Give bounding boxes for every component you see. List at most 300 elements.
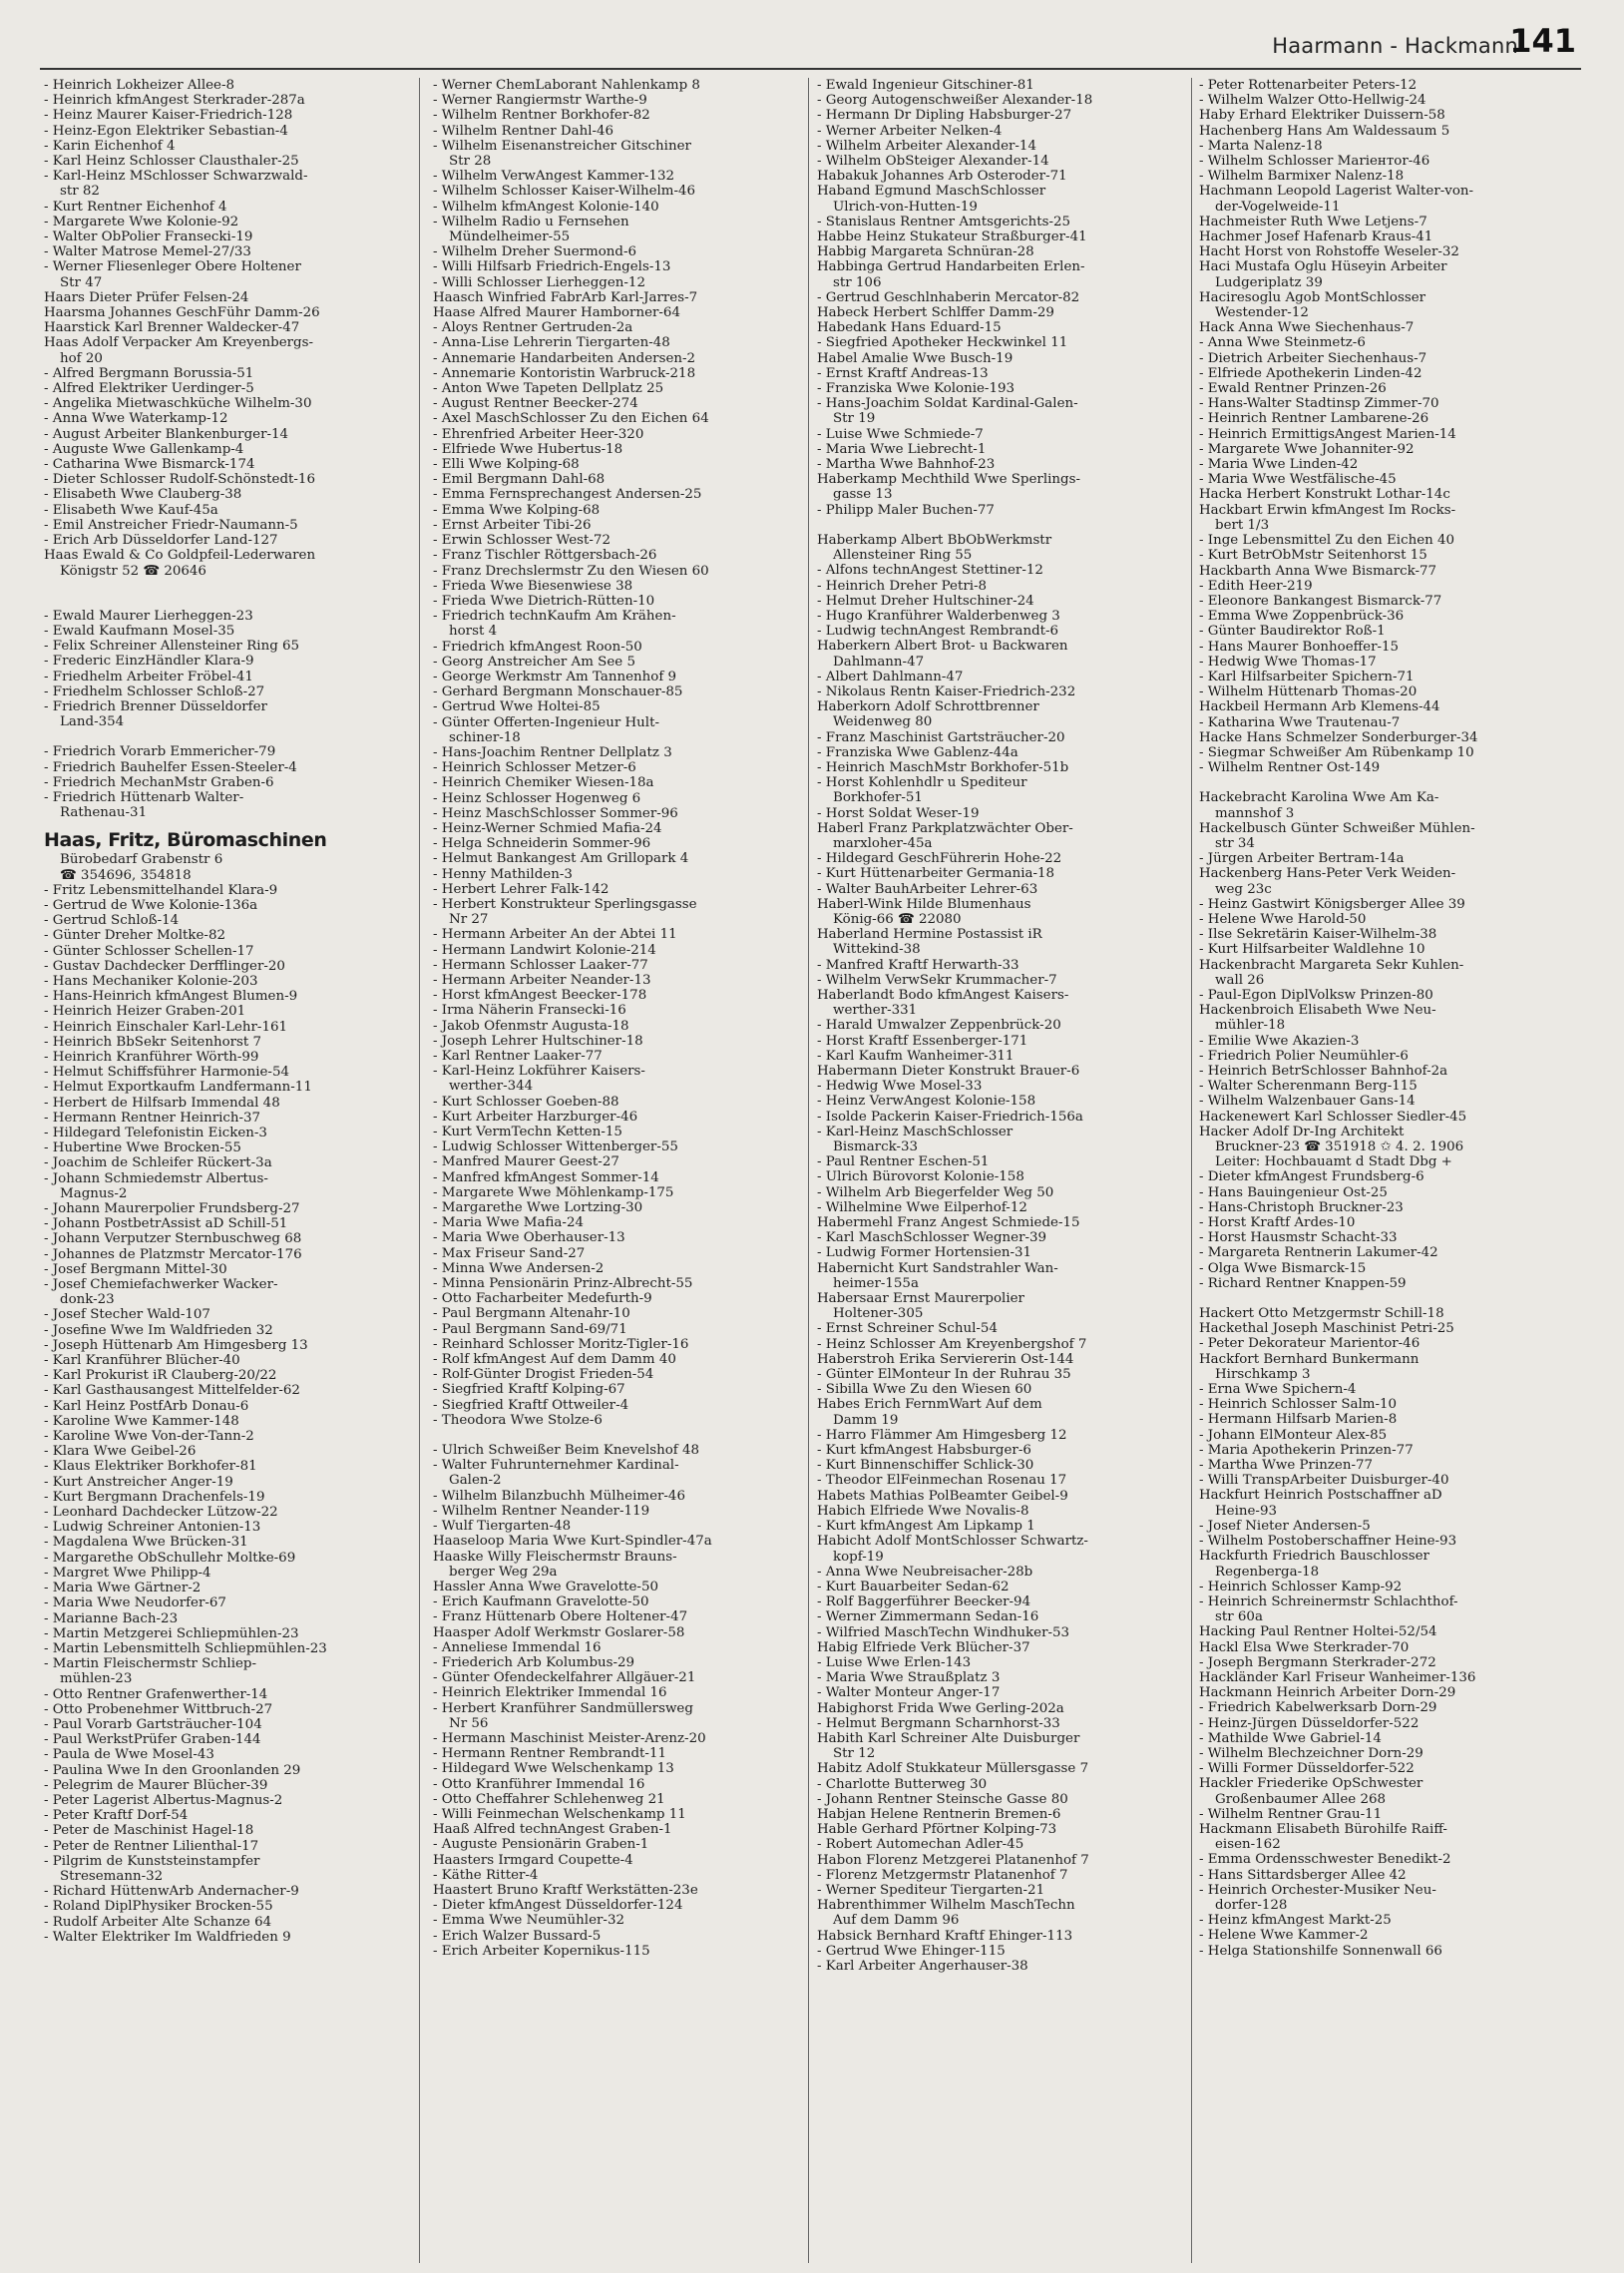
directory-entry: mühler-18 <box>1215 1018 1286 1034</box>
directory-entry: Habedank Hans Eduard-15 <box>817 320 1002 336</box>
directory-entry: - Hans-Heinrich kfmAngest Blumen-9 <box>44 989 298 1005</box>
directory-entry: - Hedwig Wwe Thomas-17 <box>1199 654 1377 670</box>
directory-entry: - Kurt Arbeiter Harzburger-46 <box>433 1109 638 1125</box>
directory-entry: - Willi TranspArbeiter Duisburger-40 <box>1199 1473 1449 1489</box>
directory-entry: - Hermann Landwirt Kolonie-214 <box>433 942 656 958</box>
directory-entry: - Inge Lebensmittel Zu den Eichen 40 <box>1199 533 1455 549</box>
directory-entry: Haberlandt Bodo kfmAngest Kaisers- <box>817 987 1069 1003</box>
directory-entry: - Hedwig Wwe Mosel-33 <box>817 1079 983 1095</box>
directory-entry: - Rolf kfmAngest Auf dem Damm 40 <box>433 1352 676 1368</box>
directory-entry: - Johann Schmiedemstr Albertus- <box>44 1170 268 1186</box>
directory-entry: - Katharina Wwe Trautenau-7 <box>1199 714 1401 730</box>
directory-entry: - Joachim de Schleifer Rückert-3a <box>44 1155 272 1171</box>
directory-entry: - Maria Wwe Westfälische-45 <box>1199 472 1397 488</box>
directory-entry: Königstr 52 ☎ 20646 <box>60 563 206 579</box>
directory-entry: - Paul-Egon DiplVolksw Prinzen-80 <box>1199 987 1433 1003</box>
directory-entry: - Wilhelm Rentner Neander-119 <box>433 1503 650 1519</box>
directory-entry: - Dieter kfmAngest Frundsberg-6 <box>1199 1169 1424 1185</box>
directory-entry: - Peter Dekorateur Marientor-46 <box>1199 1336 1421 1352</box>
directory-entry: - Wilhelm Schlosser Mariентor-46 <box>1199 154 1430 170</box>
directory-entry: - Friedrich Hüttenarb Walter- <box>44 789 244 805</box>
directory-entry: - Hubertine Wwe Brocken-55 <box>44 1140 241 1156</box>
directory-entry: - Theodora Wwe Stolze-6 <box>433 1412 603 1428</box>
directory-entry: - Heinz Schlosser Hogenweg 6 <box>433 790 641 806</box>
directory-entry: - Annemarie Kontoristin Warbruck-218 <box>433 365 696 381</box>
directory-entry: - Margret Wwe Philipp-4 <box>44 1565 211 1581</box>
directory-entry: König-66 ☎ 22080 <box>833 911 962 927</box>
directory-entry: - Walter Elektriker Im Waldfrieden 9 <box>44 1929 291 1945</box>
directory-entry: - Paul Bergmann Altenahr-10 <box>433 1306 630 1322</box>
directory-entry: - Karl Arbeiter Angerhauser-38 <box>817 1958 1028 1974</box>
directory-entry: - Wilfried MaschTechn Windhuker-53 <box>817 1624 1070 1640</box>
directory-entry: Hacht Horst von Rohstoffe Weseler-32 <box>1199 244 1459 260</box>
directory-entry: - Heinrich kfmAngest Sterkrader-287a <box>44 93 305 109</box>
directory-entry: - Auguste Pensionärin Graben-1 <box>433 1837 649 1853</box>
directory-entry: - Paul WerkstPrüfer Graben-144 <box>44 1732 261 1748</box>
directory-entry: Habakuk Johannes Arb Osteroder-71 <box>817 169 1067 185</box>
directory-entry: - Wilhelm Bilanzbuchh Mülheimer-46 <box>433 1488 685 1504</box>
directory-entry: Nr 27 <box>449 912 489 928</box>
directory-entry: - Walter Scherenmann Berg-115 <box>1199 1079 1418 1095</box>
directory-entry: Großenbaumer Allee 268 <box>1215 1791 1387 1807</box>
directory-entry: - Walter BauhArbeiter Lehrer-63 <box>817 881 1038 897</box>
entry-spacer <box>1199 1291 1554 1306</box>
directory-entry: Habets Mathias PolBeamter Geibel-9 <box>817 1488 1068 1504</box>
directory-entry: - Friedrich technKaufm Am Krähen- <box>433 609 676 625</box>
directory-entry: str 82 <box>60 184 100 200</box>
directory-entry: Hackmann Heinrich Arbeiter Dorn-29 <box>1199 1685 1456 1701</box>
directory-entry: - Siegfried Kraftf Kolping-67 <box>433 1382 625 1398</box>
directory-entry: - Franz Drechslermstr Zu den Wiesen 60 <box>433 563 709 579</box>
directory-entry: - Martha Wwe Prinzen-77 <box>1199 1458 1374 1474</box>
directory-entry: Haaske Willy Fleischermstr Brauns- <box>433 1549 677 1565</box>
directory-entry: - Hermann Arbeiter An der Abtei 11 <box>433 927 677 943</box>
directory-entry: - Minna Wwe Andersen-2 <box>433 1260 605 1276</box>
directory-entry: - Karl MaschSchlosser Wegner-39 <box>817 1230 1047 1246</box>
directory-entry: - Paul Bergmann Sand-69/71 <box>433 1321 627 1337</box>
directory-entry: - Helene Wwe Kammer-2 <box>1199 1928 1369 1944</box>
directory-entry: - Edith Heer-219 <box>1199 578 1313 594</box>
directory-entry: - Johann Maurerpolier Frundsberg-27 <box>44 1201 300 1217</box>
directory-entry: Mündelheimer-55 <box>449 229 571 245</box>
directory-entry: - Ludwig Schreiner Antonien-13 <box>44 1520 261 1536</box>
directory-entry: - Ewald Rentner Prinzen-26 <box>1199 381 1387 397</box>
directory-entry: - Siegfried Apotheker Heckwinkel 11 <box>817 335 1068 351</box>
directory-entry: - Gertrud de Wwe Kolonie-136a <box>44 897 258 913</box>
directory-entry: - Friedhelm Arbeiter Fröbel-41 <box>44 669 253 684</box>
directory-entry: gasse 13 <box>833 487 893 503</box>
directory-entry: - Manfred Kraftf Herwarth-33 <box>817 957 1019 973</box>
directory-entry: - Siegmar Schweißer Am Rübenkamp 10 <box>1199 744 1474 760</box>
directory-entry: ☎ 354696, 354818 <box>60 867 192 883</box>
directory-entry: - Gertrud Geschlnhaberin Mercator-82 <box>817 289 1080 305</box>
directory-entry: - Annemarie Handarbeiten Andersen-2 <box>433 350 696 366</box>
directory-entry: mannshof 3 <box>1215 805 1295 821</box>
entry-spacer <box>1199 775 1554 790</box>
directory-entry: - Emma Fernsprechangest Andersen-25 <box>433 487 702 503</box>
directory-entry: - Hans-Joachim Rentner Dellplatz 3 <box>433 744 672 760</box>
directory-entry: Str 47 <box>60 274 103 290</box>
directory-entry: - Anneliese Immendal 16 <box>433 1639 602 1655</box>
directory-entry: - Margarete Wwe Johanniter-92 <box>1199 441 1415 457</box>
entry-spacer <box>44 729 399 744</box>
directory-entry: - Franz Maschinist Gartsträucher-20 <box>817 729 1065 745</box>
directory-entry: Rathenau-31 <box>60 805 148 821</box>
directory-entry: - Kurt Binnenschiffer Schlick-30 <box>817 1458 1034 1474</box>
directory-entry: - Ludwig Former Hortensien-31 <box>817 1245 1032 1261</box>
directory-entry: Hackländer Karl Friseur Wanheimer-136 <box>1199 1669 1476 1685</box>
directory-entry: Hacke Hans Schmelzer Sonderburger-34 <box>1199 729 1478 745</box>
directory-entry: - Heinrich Schlosser Salm-10 <box>1199 1397 1398 1413</box>
directory-entry: - Karl-Heinz MaschSchlosser <box>817 1124 1014 1139</box>
directory-entry: - Heinrich BetrSchlosser Bahnhof-2a <box>1199 1064 1448 1079</box>
directory-entry: Str 19 <box>833 411 876 427</box>
directory-entry: - Anna Wwe Waterkamp-12 <box>44 411 228 427</box>
directory-entry: Hable Gerhard Pförtner Kolping-73 <box>817 1822 1057 1838</box>
directory-entry: - Emil Anstreicher Friedr-Naumann-5 <box>44 517 298 533</box>
directory-entry: Holtener-305 <box>833 1306 924 1322</box>
directory-entry: Hackethal Joseph Maschinist Petri-25 <box>1199 1321 1454 1337</box>
directory-entry: - Heinrich Einschaler Karl-Lehr-161 <box>44 1019 287 1035</box>
directory-entry: Str 12 <box>833 1746 876 1762</box>
directory-entry: - Erich Arb Düsseldorfer Land-127 <box>44 533 278 549</box>
directory-entry: kopf-19 <box>833 1549 884 1565</box>
directory-entry: - Peter Lagerist Albertus-Magnus-2 <box>44 1792 283 1808</box>
directory-entry: Haasper Adolf Werkmstr Goslarer-58 <box>433 1624 685 1640</box>
directory-entry: - Wilhelm Arb Biegerfelder Weg 50 <box>817 1184 1054 1200</box>
header-rule <box>40 68 1581 70</box>
directory-entry: - Ludwig technAngest Rembrandt-6 <box>817 624 1059 640</box>
directory-entry: werther-344 <box>449 1079 534 1095</box>
directory-entry: - Emma Wwe Neumühler-32 <box>433 1913 624 1929</box>
directory-entry: Hacker Adolf Dr-Ing Architekt <box>1199 1124 1405 1139</box>
directory-entry: - Ernst Arbeiter Tibi-26 <box>433 517 592 533</box>
directory-entry: werther-331 <box>833 1003 918 1019</box>
directory-entry: Hackenewert Karl Schlosser Siedler-45 <box>1199 1109 1467 1125</box>
directory-entry: Haberland Hermine Postassist iR <box>817 927 1042 943</box>
directory-entry: - Werner Zimmermann Sedan-16 <box>817 1609 1039 1625</box>
directory-entry: - Josef Stecher Wald-107 <box>44 1307 210 1323</box>
directory-entry: - Theodor ElFeinmechan Rosenau 17 <box>817 1473 1067 1489</box>
directory-entry: Habrenthimmer Wilhelm MaschTechn <box>817 1898 1075 1914</box>
directory-entry: - Wilhelm Eisenanstreicher Gitschiner <box>433 138 691 154</box>
directory-entry: Haberkamp Albert BbObWerkmstr <box>817 532 1052 548</box>
directory-entry: - Charlotte Butterweg 30 <box>817 1776 988 1792</box>
directory-entry: - Karoline Wwe Von-der-Tann-2 <box>44 1429 254 1445</box>
directory-entry: - Frieda Wwe Biesenwiese 38 <box>433 578 633 594</box>
directory-entry: Ulrich-von-Hutten-19 <box>833 199 978 215</box>
directory-entry: berger Weg 29a <box>449 1564 558 1580</box>
directory-entry: - Hildegard Telefonistin Eicken-3 <box>44 1126 267 1140</box>
directory-entry: - Wilhelm Arbeiter Alexander-14 <box>817 138 1036 154</box>
directory-entry: - Ewald Ingenieur Gitschiner-81 <box>817 78 1034 93</box>
directory-entry: str 34 <box>1215 835 1255 851</box>
directory-entry: Heine-93 <box>1215 1503 1277 1519</box>
directory-entry: Haaseloop Maria Wwe Kurt-Spindler-47a <box>433 1534 712 1550</box>
directory-entry: - Kurt Hüttenarbeiter Germania-18 <box>817 866 1055 882</box>
directory-entry: - Frederic EinzHändler Klara-9 <box>44 654 254 670</box>
directory-columns <box>44 78 1580 2263</box>
directory-entry: - Johann PostbetrAssist aD Schill-51 <box>44 1216 288 1232</box>
directory-entry: - Walter Monteur Anger-17 <box>817 1685 1001 1701</box>
directory-entry: - Wilhelm Rentner Dahl-46 <box>433 123 614 139</box>
directory-entry: Habitz Adolf Stukkateur Müllersgasse 7 <box>817 1761 1089 1777</box>
directory-entry: - Hildegard Wwe Welschenkamp 13 <box>433 1761 674 1777</box>
directory-entry: - Günter ElMonteur In der Ruhrau 35 <box>817 1367 1071 1383</box>
directory-entry: - Emma Ordensschwester Benedikt-2 <box>1199 1852 1451 1868</box>
directory-entry: - Wilhelm Blechzeichner Dorn-29 <box>1199 1745 1423 1761</box>
directory-entry: - Elfriede Wwe Hubertus-18 <box>433 441 623 457</box>
directory-entry: - Heinrich Rentner Lambarene-26 <box>1199 411 1429 427</box>
directory-entry: Haasch Winfried FabrArb Karl-Jarres-7 <box>433 289 698 305</box>
directory-entry: - Margareta Rentnerin Lakumer-42 <box>1199 1245 1438 1261</box>
directory-entry: Dahlmann-47 <box>833 654 925 670</box>
directory-entry: - Josefine Wwe Im Waldfrieden 32 <box>44 1322 273 1338</box>
directory-entry: Hackmann Elisabeth Bürohilfe Raiff- <box>1199 1821 1447 1837</box>
directory-entry: Habbig Margareta Schnüran-28 <box>817 244 1034 260</box>
directory-entry: - Willi Feinmechan Welschenkamp 11 <box>433 1806 686 1822</box>
directory-entry: - Josef Bergmann Mittel-30 <box>44 1261 227 1277</box>
directory-entry: Haase Alfred Maurer Hamborner-64 <box>433 305 680 321</box>
directory-entry: - Hans Bauingenieur Ost-25 <box>1199 1184 1388 1200</box>
directory-entry: - Ewald Maurer Lierheggen-23 <box>44 608 253 624</box>
directory-entry: Habicht Adolf MontSchlosser Schwartz- <box>817 1534 1088 1550</box>
directory-entry: - Hermann Arbeiter Neander-13 <box>433 972 651 988</box>
directory-entry: - Anton Wwe Tapeten Dellplatz 25 <box>433 381 664 397</box>
directory-entry: - Werner ChemLaborant Nahlenkamp 8 <box>433 78 700 93</box>
directory-entry: - Hermann Rentner Rembrandt-11 <box>433 1746 666 1762</box>
directory-entry: Hackelbusch Günter Schweißer Mühlen- <box>1199 820 1475 836</box>
directory-entry: - Hans-Walter Stadtinsp Zimmer-70 <box>1199 396 1439 412</box>
directory-entry: - Franziska Wwe Gablenz-44a <box>817 744 1018 760</box>
directory-entry: - Günter Baudirektor Roß-1 <box>1199 624 1386 640</box>
directory-entry: Str 28 <box>449 154 492 170</box>
directory-entry: - Manfred kfmAngest Sommer-14 <box>433 1169 659 1185</box>
directory-entry: Haby Erhard Elektriker Duissern-58 <box>1199 108 1445 124</box>
directory-entry: Hackert Otto Metzgermstr Schill-18 <box>1199 1306 1444 1322</box>
directory-entry: - Hermann Maschinist Meister-Arenz-20 <box>433 1730 706 1746</box>
directory-entry: - Kurt Rentner Eichenhof 4 <box>44 199 227 215</box>
directory-entry: str 60a <box>1215 1609 1263 1625</box>
directory-entry: - Margarete Wwe Möhlenkamp-175 <box>433 1184 674 1200</box>
directory-entry: - Heinrich Schreinermstr Schlachthof- <box>1199 1593 1458 1609</box>
column-2 <box>433 78 788 2263</box>
directory-entry: - Heinz kfmAngest Markt-25 <box>1199 1913 1392 1929</box>
directory-entry: - Wilhelm Schlosser Kaiser-Wilhelm-46 <box>433 184 696 200</box>
directory-entry: - Wilhelm ObSteiger Alexander-14 <box>817 154 1049 170</box>
directory-entry: Habighorst Frida Wwe Gerling-202a <box>817 1700 1064 1716</box>
directory-entry: Westender-12 <box>1215 305 1309 321</box>
directory-entry: Auf dem Damm 96 <box>833 1913 960 1929</box>
directory-entry: - Wilhelm Rentner Borkhofer-82 <box>433 108 650 124</box>
directory-entry: Galen-2 <box>449 1473 502 1489</box>
directory-entry: - Joseph Lehrer Hultschiner-18 <box>433 1033 643 1049</box>
directory-entry: - Erich Kaufmann Gravelotte-50 <box>433 1594 649 1610</box>
directory-entry: - Johann ElMonteur Alex-85 <box>1199 1427 1388 1443</box>
directory-entry: - Horst Hausmstr Schacht-33 <box>1199 1230 1398 1246</box>
directory-entry: - Maria Wwe Mafia-24 <box>433 1215 584 1231</box>
directory-entry: - Helga Schneiderin Sommer-96 <box>433 836 651 852</box>
directory-entry: - Maria Wwe Oberhauser-13 <box>433 1230 625 1246</box>
directory-entry: - Paul Vorarb Gartsträucher-104 <box>44 1716 262 1732</box>
directory-entry: - Otto Rentner Grafenwerther-14 <box>44 1686 268 1702</box>
directory-entry: - Kurt Schlosser Goeben-88 <box>433 1094 619 1110</box>
directory-entry: - Gerhard Bergmann Monschauer-85 <box>433 684 683 700</box>
directory-entry: - Rudolf Arbeiter Alte Schanze 64 <box>44 1914 272 1930</box>
directory-entry: - George Werkmstr Am Tannenhof 9 <box>433 669 677 684</box>
directory-entry: Haarsma Johannes GeschFühr Damm-26 <box>44 305 320 321</box>
directory-entry: - Karl Prokurist iR Clauberg-20/22 <box>44 1368 277 1384</box>
directory-entry: - Werner Fliesenleger Obere Holtener <box>44 259 301 275</box>
directory-entry: Habsick Bernhard Kraftf Ehinger-113 <box>817 1928 1073 1944</box>
directory-entry: Hack Anna Wwe Siechenhaus-7 <box>1199 320 1415 336</box>
column-3 <box>817 78 1172 2263</box>
directory-entry: - Friederich Arb Kolumbus-29 <box>433 1654 635 1670</box>
directory-entry: - Horst Kraftf Ardes-10 <box>1199 1215 1356 1231</box>
directory-entry: schiner-18 <box>449 729 521 745</box>
directory-entry: - Catharina Wwe Bismarck-174 <box>44 457 255 473</box>
directory-entry: Haci Mustafa Oglu Hüseyin Arbeiter <box>1199 259 1447 275</box>
directory-entry: Hackl Elsa Wwe Sterkrader-70 <box>1199 1639 1410 1655</box>
directory-entry: - Luise Wwe Schmiede-7 <box>817 426 984 442</box>
advert-heading: Haas, Fritz, Büromaschinen <box>44 829 327 852</box>
directory-entry: Hacking Paul Rentner Holtei-52/54 <box>1199 1624 1437 1640</box>
directory-entry: - Horst Kraftf Essenberger-171 <box>817 1033 1028 1049</box>
directory-entry: - Harro Flämmer Am Himgesberg 12 <box>817 1427 1067 1443</box>
directory-entry: - Harald Umwalzer Zeppenbrück-20 <box>817 1018 1061 1034</box>
directory-entry: - Isolde Packerin Kaiser-Friedrich-156a <box>817 1109 1083 1125</box>
directory-entry: - Karoline Wwe Kammer-148 <box>44 1413 239 1429</box>
directory-entry: marxloher-45a <box>833 835 933 851</box>
directory-entry: - Frieda Wwe Dietrich-Rütten-10 <box>433 593 655 609</box>
directory-entry: Stresemann-32 <box>60 1868 164 1884</box>
directory-entry: - Alfred Bergmann Borussia-51 <box>44 365 254 381</box>
directory-entry: - Richard HüttenwArb Andernacher-9 <box>44 1884 299 1900</box>
directory-entry: - Mathilde Wwe Gabriel-14 <box>1199 1730 1382 1746</box>
directory-entry: - Alfons technAngest Stettiner-12 <box>817 563 1043 579</box>
directory-entry: - Heinz-Egon Elektriker Sebastian-4 <box>44 123 288 139</box>
directory-entry: Haas Ewald & Co Goldpfeil-Lederwaren <box>44 548 316 564</box>
directory-entry: - Günter Schlosser Schellen-17 <box>44 943 254 959</box>
directory-entry: Allensteiner Ring 55 <box>833 548 973 564</box>
directory-entry: - Friedrich Brenner Düsseldorfer <box>44 698 267 714</box>
directory-entry: mühlen-23 <box>60 1671 133 1687</box>
directory-entry: - Wilhelm Postoberschaffner Heine-93 <box>1199 1534 1457 1550</box>
directory-entry: - Karl Hilfsarbeiter Spichern-71 <box>1199 669 1415 684</box>
directory-entry: - Hugo Kranführer Walderbenweg 3 <box>817 608 1060 624</box>
directory-entry: - Wilhelm Hüttenarb Thomas-20 <box>1199 684 1418 700</box>
directory-entry: - Erich Walzer Bussard-5 <box>433 1928 602 1944</box>
directory-entry: - Wilhelm Rentner Grau-11 <box>1199 1806 1383 1822</box>
directory-entry: - Hans Maurer Bonhoeffer-15 <box>1199 639 1400 655</box>
directory-entry: - Heinrich BbSekr Seitenhorst 7 <box>44 1034 262 1050</box>
directory-entry: - Günter Ofendeckelfahrer Allgäuer-21 <box>433 1670 696 1686</box>
directory-entry: - Karl Rentner Laaker-77 <box>433 1049 603 1064</box>
directory-entry: - Wilhelm Radio u Fernsehen <box>433 214 629 229</box>
directory-entry: - Heinz MaschSchlosser Sommer-96 <box>433 805 678 821</box>
directory-entry: Haaß Alfred technAngest Graben-1 <box>433 1822 672 1838</box>
directory-entry: - Willi Hilfsarb Friedrich-Engels-13 <box>433 259 671 275</box>
directory-entry: - Marta Nalenz-18 <box>1199 138 1323 154</box>
directory-entry: Habbe Heinz Stukateur Straßburger-41 <box>817 229 1087 245</box>
directory-entry: - Maria Wwe Gärtner-2 <box>44 1581 202 1596</box>
directory-entry: - Jürgen Arbeiter Bertram-14a <box>1199 851 1405 867</box>
directory-entry: Haberstroh Erika Serviererin Ost-144 <box>817 1351 1074 1367</box>
directory-entry: - Günter Dreher Moltke-82 <box>44 928 225 944</box>
directory-entry: Bürobedarf Grabenstr 6 <box>60 852 223 868</box>
directory-entry: - Horst kfmAngest Beecker-178 <box>433 988 647 1004</box>
directory-entry: - Kurt Bergmann Drachenfels-19 <box>44 1489 265 1505</box>
directory-entry: - Heinrich Dreher Petri-8 <box>817 578 988 594</box>
directory-entry: - Herbert Kranführer Sandmüllersweg <box>433 1700 693 1716</box>
directory-entry: - Werner Arbeiter Nelken-4 <box>817 123 1003 139</box>
entry-spacer <box>44 594 399 609</box>
directory-entry: - Horst Soldat Weser-19 <box>817 805 980 821</box>
directory-entry: - Willi Former Düsseldorfer-522 <box>1199 1761 1415 1777</box>
directory-entry: - Friedrich Vorarb Emmericher-79 <box>44 744 276 760</box>
directory-entry: - Herbert Konstrukteur Sperlingsgasse <box>433 896 697 912</box>
directory-entry: - Werner Spediteur Tiergarten-21 <box>817 1882 1045 1898</box>
directory-entry: - Anna-Lise Lehrerin Tiergarten-48 <box>433 335 670 351</box>
directory-entry: Haberl Franz Parkplatzwächter Ober- <box>817 820 1073 836</box>
directory-entry: - Joseph Hüttenarb Am Himgesberg 13 <box>44 1337 308 1353</box>
directory-entry: - Friedrich Kabelwerksarb Dorn-29 <box>1199 1700 1437 1716</box>
directory-entry: - Margarethe Wwe Lortzing-30 <box>433 1200 643 1216</box>
directory-entry: - Anna Wwe Neubreisacher-28b <box>817 1564 1033 1580</box>
directory-entry: - Otto Kranführer Immendal 16 <box>433 1776 645 1792</box>
directory-entry: - Sibilla Wwe Zu den Wiesen 60 <box>817 1382 1032 1398</box>
directory-entry: - Heinrich ErmittigsAngest Marien-14 <box>1199 426 1456 442</box>
directory-entry: - Wilhelm Barmixer Nalenz-18 <box>1199 169 1405 185</box>
directory-entry: - Heinrich Schlosser Kamp-92 <box>1199 1579 1403 1594</box>
directory-entry: Habbinga Gertrud Handarbeiten Erlen- <box>817 259 1085 275</box>
directory-entry: - Fritz Lebensmittelhandel Klara-9 <box>44 882 278 898</box>
directory-entry: - Eleonore Bankangest Bismarck-77 <box>1199 593 1442 609</box>
column-1 <box>44 78 399 2263</box>
directory-entry: - Martin Metzgerei Schliepmühlen-23 <box>44 1625 299 1641</box>
directory-entry: Hachmeister Ruth Wwe Letjens-7 <box>1199 214 1427 229</box>
directory-entry: - Franziska Wwe Kolonie-193 <box>817 381 1015 397</box>
directory-entry: - Pilgrim de Kunststeinstampfer <box>44 1853 260 1869</box>
directory-entry: - Kurt kfmAngest Am Lipkamp 1 <box>817 1519 1035 1535</box>
directory-entry: - Walter Fuhrunternehmer Kardinal- <box>433 1458 679 1474</box>
directory-entry: Leiter: Hochbauamt d Stadt Dbg + <box>1215 1154 1452 1170</box>
directory-entry: Habel Amalie Wwe Busch-19 <box>817 350 1014 366</box>
directory-entry: - Martin Lebensmittelh Schliepmühlen-23 <box>44 1640 327 1656</box>
page-number: 141 <box>1509 22 1576 60</box>
directory-entry: - Richard Rentner Knappen-59 <box>1199 1275 1407 1291</box>
directory-entry: Hassler Anna Wwe Gravelotte-50 <box>433 1579 658 1594</box>
directory-entry: - Anna Wwe Steinmetz-6 <box>1199 335 1366 351</box>
directory-entry: heimer-155a <box>833 1275 919 1291</box>
directory-entry: Hackbart Erwin kfmAngest Im Rocks- <box>1199 502 1456 518</box>
directory-entry: Haasters Irmgard Coupette-4 <box>433 1852 633 1868</box>
directory-entry: - Robert Automechan Adler-45 <box>817 1837 1024 1853</box>
directory-entry: Hacka Herbert Konstrukt Lothar-14c <box>1199 487 1450 503</box>
directory-entry: - Peter Kraftf Dorf-54 <box>44 1808 189 1824</box>
directory-entry: Habich Elfriede Wwe Novalis-8 <box>817 1503 1029 1519</box>
directory-entry: Hackfurth Friedrich Bauschlosser <box>1199 1549 1429 1565</box>
directory-entry: - Walter Matrose Memel-27/33 <box>44 244 251 260</box>
directory-entry: - Ewald Kaufmann Mosel-35 <box>44 623 235 639</box>
directory-entry: - Martin Fleischermstr Schliep- <box>44 1656 257 1672</box>
directory-entry: - Heinrich Chemiker Wiesen-18a <box>433 775 654 791</box>
directory-entry: - Hans Sittardsberger Allee 42 <box>1199 1867 1407 1883</box>
directory-entry: - Pelegrim de Maurer Blücher-39 <box>44 1777 268 1793</box>
directory-entry: - Wilhelmine Wwe Eilperhof-12 <box>817 1199 1027 1215</box>
directory-entry: - Ehrenfried Arbeiter Heer-320 <box>433 426 644 442</box>
directory-entry: - Hildegard GeschFührerin Hohe-22 <box>817 851 1062 867</box>
